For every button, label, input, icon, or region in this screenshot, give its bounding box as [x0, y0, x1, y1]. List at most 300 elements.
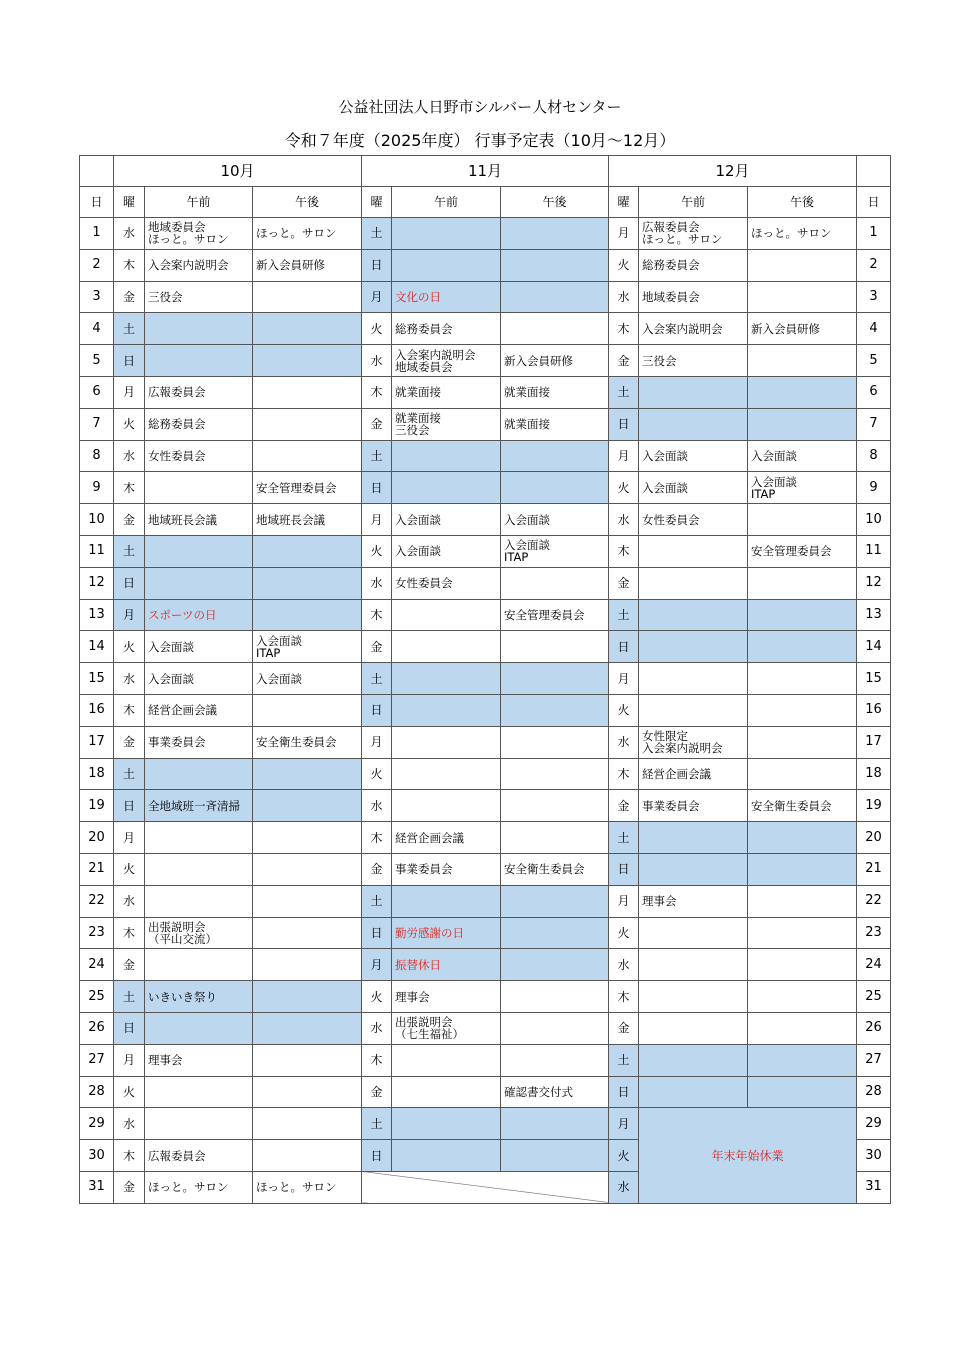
day-number-right: 9 [857, 472, 891, 504]
dec-am-cell [639, 694, 748, 726]
nov-weekday: 金 [362, 1076, 392, 1108]
nov-am-cell: 入会面談 [392, 535, 501, 567]
nov-pm-cell: 安全管理委員会 [501, 599, 609, 631]
table-row [80, 345, 891, 377]
day-number-left: 8 [80, 440, 114, 472]
corner-cell [857, 156, 891, 187]
table-row [80, 472, 891, 504]
day-number-left: 13 [80, 599, 114, 631]
dec-am-cell [639, 1076, 748, 1108]
nov-weekday: 土 [362, 885, 392, 917]
table-row [80, 822, 891, 854]
day-number-left: 11 [80, 535, 114, 567]
nov-am-cell [392, 631, 501, 663]
day-number-left: 7 [80, 408, 114, 440]
nov-weekday: 木 [362, 1044, 392, 1076]
dec-pm-cell [748, 885, 857, 917]
nov-pm-cell [501, 758, 609, 790]
dec-pm-cell [748, 345, 857, 377]
oct-am-cell [145, 822, 253, 854]
oct-am-cell: 地域委員会 ほっと。サロン [145, 218, 253, 250]
dec-weekday: 火 [609, 472, 639, 504]
table-row [80, 281, 891, 313]
oct-weekday: 火 [114, 631, 145, 663]
oct-pm-cell [253, 440, 362, 472]
oct-pm-cell [253, 853, 362, 885]
nov-weekday: 土 [362, 1108, 392, 1140]
oct-pm-cell [253, 535, 362, 567]
dec-pm-cell [748, 981, 857, 1013]
nov-pm-cell [501, 631, 609, 663]
nov-weekday: 火 [362, 535, 392, 567]
nov-pm-cell: 確認書交付式 [501, 1076, 609, 1108]
oct-weekday: 木 [114, 694, 145, 726]
nov-am-cell [392, 694, 501, 726]
dec-weekday: 土 [609, 599, 639, 631]
nov-am-cell: 入会案内説明会 地域委員会 [392, 345, 501, 377]
nov-am-cell: 就業面接 [392, 376, 501, 408]
dec-pm-cell: 新入会員研修 [748, 313, 857, 345]
oct-pm-cell [253, 1012, 362, 1044]
nov-am-cell: 入会面談 [392, 504, 501, 536]
day-number-left: 2 [80, 249, 114, 281]
day-number-left: 31 [80, 1171, 114, 1203]
day-number-left: 26 [80, 1012, 114, 1044]
dec-am-cell [639, 567, 748, 599]
day-number-right: 3 [857, 281, 891, 313]
day-number-left: 10 [80, 504, 114, 536]
dec-weekday: 水 [609, 281, 639, 313]
day-number-left: 3 [80, 281, 114, 313]
table-row [80, 694, 891, 726]
day-number-right: 27 [857, 1044, 891, 1076]
oct-weekday: 土 [114, 981, 145, 1013]
nov-weekday: 日 [362, 694, 392, 726]
nov-am-cell [392, 440, 501, 472]
dec-am-cell [639, 981, 748, 1013]
table-row [80, 1076, 891, 1108]
dec-weekday: 日 [609, 853, 639, 885]
oct-weekday: 金 [114, 504, 145, 536]
dec-pm-cell [748, 631, 857, 663]
dec-weekday: 水 [609, 949, 639, 981]
nov-pm-cell: 就業面接 [501, 376, 609, 408]
oct-am-cell: 入会面談 [145, 631, 253, 663]
oct-weekday: 月 [114, 376, 145, 408]
oct-am-cell: 経営企画会議 [145, 694, 253, 726]
table-row [80, 376, 891, 408]
oct-pm-cell: ほっと。サロン [253, 1171, 362, 1203]
nov-weekday: 金 [362, 408, 392, 440]
oct-am-cell: 入会案内説明会 [145, 249, 253, 281]
day-number-right: 5 [857, 345, 891, 377]
oct-weekday: 火 [114, 853, 145, 885]
day-number-left: 25 [80, 981, 114, 1013]
day-number-left: 9 [80, 472, 114, 504]
nov-pm-cell [501, 472, 609, 504]
table-row [80, 790, 891, 822]
oct-weekday: 金 [114, 281, 145, 313]
oct-weekday: 金 [114, 1171, 145, 1203]
dec-am-cell [639, 822, 748, 854]
dec-pm-cell [748, 949, 857, 981]
schedule-table [79, 155, 891, 1204]
oct-pm-cell [253, 1140, 362, 1172]
oct-am-cell: 出張説明会 （平山交流） [145, 917, 253, 949]
col-weekday: 曜 [609, 187, 639, 218]
oct-pm-cell [253, 376, 362, 408]
oct-pm-cell: 入会面談 ITAP [253, 631, 362, 663]
dec-weekday: 金 [609, 790, 639, 822]
dec-weekday: 月 [609, 663, 639, 695]
day-number-right: 16 [857, 694, 891, 726]
table-row [80, 981, 891, 1013]
nov-weekday: 木 [362, 599, 392, 631]
day-number-right: 28 [857, 1076, 891, 1108]
table-row [80, 567, 891, 599]
dec-pm-cell [748, 599, 857, 631]
nov-am-cell [392, 599, 501, 631]
dec-am-cell: 入会面談 [639, 440, 748, 472]
dec-am-cell [639, 535, 748, 567]
dec-am-cell: 経営企画会議 [639, 758, 748, 790]
day-number-right: 25 [857, 981, 891, 1013]
day-number-right: 14 [857, 631, 891, 663]
oct-am-cell [145, 567, 253, 599]
dec-weekday: 日 [609, 1076, 639, 1108]
day-number-left: 12 [80, 567, 114, 599]
dec-am-cell [639, 949, 748, 981]
table-row [80, 1012, 891, 1044]
nov-am-cell: 就業面接 三役会 [392, 408, 501, 440]
nov-weekday: 金 [362, 853, 392, 885]
table-row [80, 726, 891, 758]
day-number-left: 28 [80, 1076, 114, 1108]
dec-pm-cell: ほっと。サロン [748, 218, 857, 250]
day-number-right: 19 [857, 790, 891, 822]
nov-pm-cell [501, 917, 609, 949]
day-number-right: 6 [857, 376, 891, 408]
nov-weekday: 日 [362, 472, 392, 504]
nov-pm-cell [501, 790, 609, 822]
col-weekday: 曜 [114, 187, 145, 218]
dec-pm-cell [748, 853, 857, 885]
oct-pm-cell [253, 345, 362, 377]
oct-weekday: 土 [114, 535, 145, 567]
oct-pm-cell: 入会面談 [253, 663, 362, 695]
nov-am-cell [392, 663, 501, 695]
dec-weekday: 金 [609, 345, 639, 377]
day-number-right: 8 [857, 440, 891, 472]
day-number-right: 26 [857, 1012, 891, 1044]
nov-weekday: 月 [362, 281, 392, 313]
nov-am-cell: 理事会 [392, 981, 501, 1013]
dec-am-cell: 地域委員会 [639, 281, 748, 313]
oct-weekday: 水 [114, 885, 145, 917]
col-am: 午前 [145, 187, 253, 218]
nov-weekday: 木 [362, 376, 392, 408]
dec-pm-cell [748, 281, 857, 313]
dec-am-cell: 理事会 [639, 885, 748, 917]
dec-pm-cell [748, 567, 857, 599]
oct-pm-cell: 安全管理委員会 [253, 472, 362, 504]
nov-weekday: 金 [362, 631, 392, 663]
oct-pm-cell [253, 1076, 362, 1108]
dec-am-cell: 女性委員会 [639, 504, 748, 536]
day-number-left: 16 [80, 694, 114, 726]
nov-am-cell: 文化の日 [392, 281, 501, 313]
dec-am-cell [639, 631, 748, 663]
dec-weekday: 木 [609, 981, 639, 1013]
day-number-left: 24 [80, 949, 114, 981]
oct-pm-cell [253, 822, 362, 854]
oct-pm-cell [253, 694, 362, 726]
col-am: 午前 [392, 187, 501, 218]
page-title: 令和７年度（2025年度） 行事予定表（10月～12月） [284, 131, 676, 150]
table-row [80, 631, 891, 663]
oct-am-cell: 地域班長会議 [145, 504, 253, 536]
day-number-left: 29 [80, 1108, 114, 1140]
nov-pm-cell [501, 567, 609, 599]
nov-pm-cell [501, 949, 609, 981]
oct-weekday: 土 [114, 313, 145, 345]
table-row [80, 218, 891, 250]
table-row [80, 885, 891, 917]
nov-weekday: 水 [362, 790, 392, 822]
oct-am-cell: 広報委員会 [145, 376, 253, 408]
schedule-body [80, 156, 891, 1204]
day-number-left: 6 [80, 376, 114, 408]
day-number-right: 17 [857, 726, 891, 758]
dec-pm-cell: 入会面談 [748, 440, 857, 472]
table-row [80, 249, 891, 281]
dec-am-cell [639, 599, 748, 631]
oct-am-cell: いきいき祭り [145, 981, 253, 1013]
dec-pm-cell [748, 758, 857, 790]
day-number-right: 21 [857, 853, 891, 885]
day-number-right: 29 [857, 1108, 891, 1140]
dec-pm-cell [748, 1044, 857, 1076]
day-number-right: 12 [857, 567, 891, 599]
day-number-left: 19 [80, 790, 114, 822]
dec-am-cell: 女性限定 入会案内説明会 [639, 726, 748, 758]
dec-weekday: 木 [609, 313, 639, 345]
dec-weekday: 土 [609, 376, 639, 408]
oct-am-cell [145, 1012, 253, 1044]
dec-am-cell [639, 1012, 748, 1044]
oct-weekday: 月 [114, 1044, 145, 1076]
dec-weekday: 月 [609, 218, 639, 250]
dec-weekday: 土 [609, 1044, 639, 1076]
oct-weekday: 金 [114, 726, 145, 758]
dec-pm-cell [748, 694, 857, 726]
nov-pm-cell [501, 1108, 609, 1140]
nov-am-cell: 総務委員会 [392, 313, 501, 345]
nov-weekday: 水 [362, 345, 392, 377]
dec-am-cell: 三役会 [639, 345, 748, 377]
nov-pm-cell [501, 313, 609, 345]
oct-weekday: 水 [114, 440, 145, 472]
nov-weekday: 木 [362, 822, 392, 854]
day-number-left: 14 [80, 631, 114, 663]
nov-weekday: 土 [362, 218, 392, 250]
nov-pm-cell: 新入会員研修 [501, 345, 609, 377]
nov-pm-cell: 安全衛生委員会 [501, 853, 609, 885]
column-header-row [80, 187, 891, 218]
nov-weekday: 月 [362, 504, 392, 536]
nov-pm-cell [501, 663, 609, 695]
oct-am-cell: 女性委員会 [145, 440, 253, 472]
table-row [80, 663, 891, 695]
dec-weekday: 日 [609, 631, 639, 663]
oct-am-cell [145, 1108, 253, 1140]
nov-weekday: 日 [362, 249, 392, 281]
oct-pm-cell [253, 981, 362, 1013]
oct-weekday: 日 [114, 790, 145, 822]
nov-weekday: 水 [362, 1012, 392, 1044]
day-number-left: 21 [80, 853, 114, 885]
dec-weekday: 月 [609, 1108, 639, 1140]
oct-pm-cell [253, 281, 362, 313]
nov-am-cell [392, 1076, 501, 1108]
nov-pm-cell [501, 440, 609, 472]
dec-am-cell: 入会面談 [639, 472, 748, 504]
nov-weekday: 土 [362, 663, 392, 695]
nov-pm-cell [501, 885, 609, 917]
dec-weekday: 木 [609, 535, 639, 567]
day-number-right: 11 [857, 535, 891, 567]
oct-pm-cell: 新入会員研修 [253, 249, 362, 281]
dec-am-cell: 広報委員会 ほっと。サロン [639, 218, 748, 250]
dec-am-cell: 総務委員会 [639, 249, 748, 281]
nov-am-cell: 事業委員会 [392, 853, 501, 885]
table-row [80, 1044, 891, 1076]
dec-am-cell [639, 1044, 748, 1076]
oct-weekday: 木 [114, 249, 145, 281]
nov-pm-cell [501, 1044, 609, 1076]
dec-am-cell [639, 917, 748, 949]
oct-weekday: 木 [114, 917, 145, 949]
oct-am-cell: 総務委員会 [145, 408, 253, 440]
oct-am-cell [145, 885, 253, 917]
dec-pm-cell [748, 1076, 857, 1108]
day-number-right: 18 [857, 758, 891, 790]
dec-weekday: 金 [609, 567, 639, 599]
month-dec: 12月 [609, 156, 857, 187]
dec-weekday: 火 [609, 917, 639, 949]
dec-weekday: 日 [609, 408, 639, 440]
nov-am-cell: 女性委員会 [392, 567, 501, 599]
nov-weekday: 月 [362, 949, 392, 981]
col-pm: 午後 [748, 187, 857, 218]
oct-pm-cell [253, 758, 362, 790]
day-number-left: 17 [80, 726, 114, 758]
dec-pm-cell [748, 376, 857, 408]
oct-am-cell: 広報委員会 [145, 1140, 253, 1172]
oct-am-cell: スポーツの日 [145, 599, 253, 631]
oct-weekday: 火 [114, 1076, 145, 1108]
day-number-left: 15 [80, 663, 114, 695]
day-number-right: 22 [857, 885, 891, 917]
nov-am-cell [392, 726, 501, 758]
oct-weekday: 木 [114, 472, 145, 504]
nov-am-cell: 出張説明会 （七生福祉） [392, 1012, 501, 1044]
month-oct: 10月 [114, 156, 362, 187]
oct-pm-cell [253, 949, 362, 981]
oct-weekday: 月 [114, 822, 145, 854]
nov-am-cell [392, 1140, 501, 1172]
col-day: 日 [857, 187, 891, 218]
col-pm: 午後 [501, 187, 609, 218]
dec-weekday: 水 [609, 1171, 639, 1203]
nov-am-cell [392, 885, 501, 917]
oct-pm-cell [253, 313, 362, 345]
oct-pm-cell: 地域班長会議 [253, 504, 362, 536]
dec-pm-cell [748, 917, 857, 949]
day-number-left: 27 [80, 1044, 114, 1076]
oct-pm-cell [253, 599, 362, 631]
table-row [80, 535, 891, 567]
table-row [80, 853, 891, 885]
dec-weekday: 月 [609, 885, 639, 917]
dec-weekday: 木 [609, 758, 639, 790]
oct-weekday: 日 [114, 345, 145, 377]
dec-pm-cell [748, 663, 857, 695]
day-number-right: 20 [857, 822, 891, 854]
dec-weekday: 金 [609, 1012, 639, 1044]
nov-pm-cell [501, 281, 609, 313]
dec-am-cell: 入会案内説明会 [639, 313, 748, 345]
nov-weekday: 日 [362, 1140, 392, 1172]
nov-am-cell [392, 758, 501, 790]
oct-pm-cell [253, 917, 362, 949]
nov-pm-cell [501, 726, 609, 758]
col-pm: 午後 [253, 187, 362, 218]
oct-am-cell [145, 1076, 253, 1108]
oct-pm-cell [253, 1108, 362, 1140]
month-nov: 11月 [362, 156, 609, 187]
nov-weekday: 月 [362, 726, 392, 758]
nov-pm-cell: 入会面談 [501, 504, 609, 536]
dec-pm-cell [748, 408, 857, 440]
col-am: 午前 [639, 187, 748, 218]
table-row [80, 504, 891, 536]
dec-weekday: 火 [609, 1140, 639, 1172]
oct-weekday: 火 [114, 408, 145, 440]
day-number-right: 4 [857, 313, 891, 345]
dec-am-cell [639, 663, 748, 695]
oct-am-cell: 入会面談 [145, 663, 253, 695]
year-end-closure: 年末年始休業 [639, 1108, 857, 1203]
nov-pm-cell: 就業面接 [501, 408, 609, 440]
oct-weekday: 日 [114, 1012, 145, 1044]
nov-am-cell [392, 249, 501, 281]
oct-weekday: 土 [114, 758, 145, 790]
dec-am-cell [639, 376, 748, 408]
nov-am-cell [392, 790, 501, 822]
nov-pm-cell [501, 822, 609, 854]
nov-am-cell [392, 472, 501, 504]
oct-am-cell: 理事会 [145, 1044, 253, 1076]
day-number-right: 24 [857, 949, 891, 981]
oct-pm-cell: 安全衛生委員会 [253, 726, 362, 758]
dec-pm-cell [748, 249, 857, 281]
day-number-right: 7 [857, 408, 891, 440]
nov-weekday: 日 [362, 917, 392, 949]
oct-weekday: 日 [114, 567, 145, 599]
day-number-left: 30 [80, 1140, 114, 1172]
day-number-right: 2 [857, 249, 891, 281]
